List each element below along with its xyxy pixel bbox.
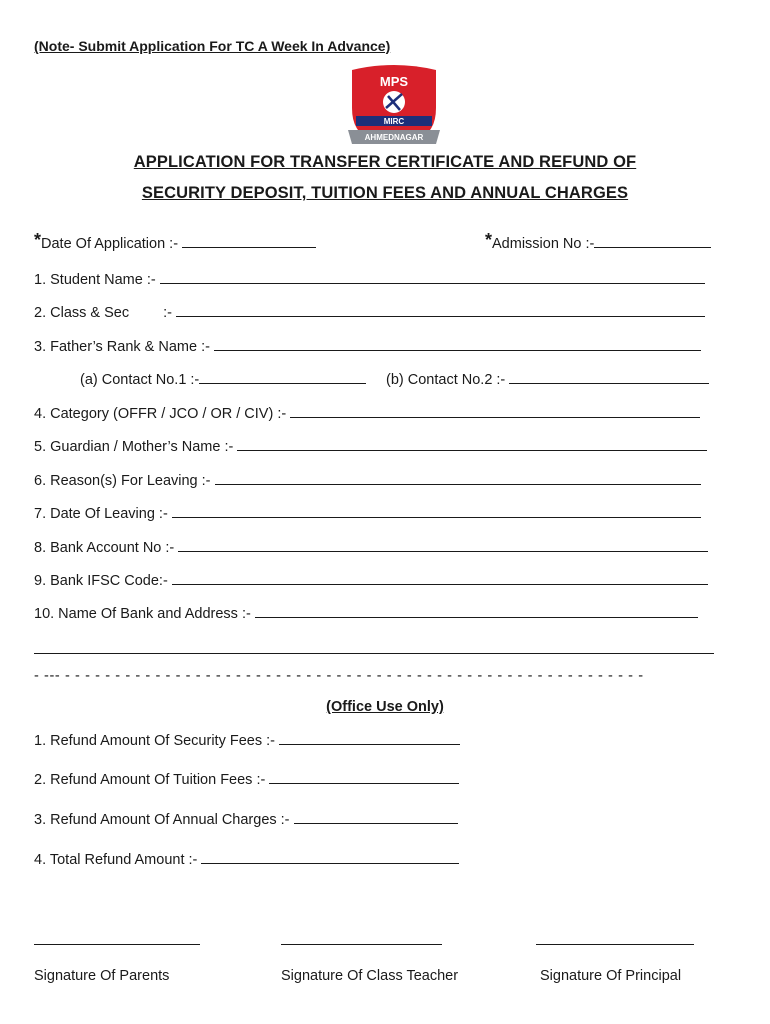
guardian-mother-name-row [34,437,707,455]
class-sec-row [34,303,705,321]
class-sec-colon: :- [163,305,172,321]
refund-tuition-field[interactable] [269,770,459,784]
father-rank-name-row [34,337,701,355]
advance-note: (Note- Submit Application For TC A Week In Advance) [34,38,391,54]
logo-top-text: MPS [379,74,409,89]
parents-signature-label: Signature Of Parents [34,968,170,984]
class-sec-field[interactable] [176,303,705,317]
refund-security-label: 1. Refund Amount Of Security Fees :- [34,733,275,749]
guardian-mother-name-field[interactable] [237,437,707,451]
cut-line: - --- - - - - - - - - - - - - - - - - - - - - - - - - - - - - - - - - - - - - - - - - - - - - - - - - - - - - - - - - - - [34,668,644,684]
principal-signature-line[interactable] [536,944,694,945]
father-rank-name-label: 3. Father’s Rank & Name :- [34,339,210,355]
bank-ifsc-field[interactable] [172,571,708,585]
principal-signature-label: Signature Of Principal [540,968,682,984]
contact-2-label: (b) Contact No.2 :- [386,372,506,388]
guardian-mother-name-label: 5. Guardian / Mother’s Name :- [34,439,234,455]
contact-1-field[interactable] [199,370,366,384]
refund-annual-field[interactable] [294,810,458,824]
bank-account-no-row [34,538,708,556]
refund-security-field[interactable] [279,731,460,745]
date-of-application-label: Date Of Application :- [41,236,179,252]
required-mark: * [34,230,42,250]
refund-annual-label: 3. Refund Amount Of Annual Charges :- [34,812,290,828]
form-title-line-2: SECURITY DEPOSIT, TUITION FEES AND ANNUAL CHARGES [141,184,629,202]
bank-name-address-label: 10. Name Of Bank and Address :- [34,606,251,622]
student-name-field[interactable] [160,270,705,284]
teacher-signature-label: Signature Of Class Teacher [281,968,459,984]
form-title-line-1: APPLICATION FOR TRANSFER CERTIFICATE AND REFUND OF [133,153,637,171]
admission-no-label: Admission No :- [492,236,595,252]
date-of-leaving-field[interactable] [172,504,701,518]
category-field[interactable] [290,404,700,418]
required-mark: * [485,230,493,250]
category-label: 4. Category (OFFR / JCO / OR / CIV) :- [34,406,287,422]
total-refund-label: 4. Total Refund Amount :- [34,852,198,868]
date-of-leaving-label: 7. Date Of Leaving :- [34,506,168,522]
refund-annual-row [34,810,458,828]
parents-signature-line[interactable] [34,944,200,945]
bank-name-address-field[interactable] [255,604,698,618]
teacher-signature-line[interactable] [281,944,442,945]
reason-for-leaving-field[interactable] [215,471,701,485]
date-of-leaving-row [34,504,701,522]
total-refund-row [34,850,459,868]
contact-1-row [80,370,366,388]
student-name-row [34,270,705,288]
bank-account-no-label: 8. Bank Account No :- [34,540,175,556]
office-use-heading: (Office Use Only) [326,699,444,715]
logo-bottom-text: AHMEDNAGAR [364,133,424,142]
admission-no-row [485,230,711,252]
bank-address-continuation-field[interactable] [34,653,714,654]
contact-2-field[interactable] [509,370,709,384]
refund-security-row [34,731,460,749]
reason-for-leaving-row [34,471,701,489]
date-of-application-field[interactable] [182,234,316,248]
total-refund-field[interactable] [201,850,459,864]
bank-ifsc-row [34,571,708,589]
contact-1-label: (a) Contact No.1 :- [80,372,200,388]
class-sec-label: 2. Class & Sec [34,305,130,321]
student-name-label: 1. Student Name :- [34,272,156,288]
refund-tuition-row [34,770,459,788]
logo-band-text: MIRC [383,117,405,126]
date-of-application-row [34,230,316,252]
bank-account-no-field[interactable] [178,538,708,552]
category-row [34,404,700,422]
reason-for-leaving-label: 6. Reason(s) For Leaving :- [34,473,211,489]
school-logo [344,64,444,146]
bank-name-address-row [34,604,698,622]
father-rank-name-field[interactable] [214,337,701,351]
admission-no-field[interactable] [594,234,711,248]
refund-tuition-label: 2. Refund Amount Of Tuition Fees :- [34,772,266,788]
contact-2-row [386,370,709,388]
bank-ifsc-label: 9. Bank IFSC Code:- [34,573,168,589]
